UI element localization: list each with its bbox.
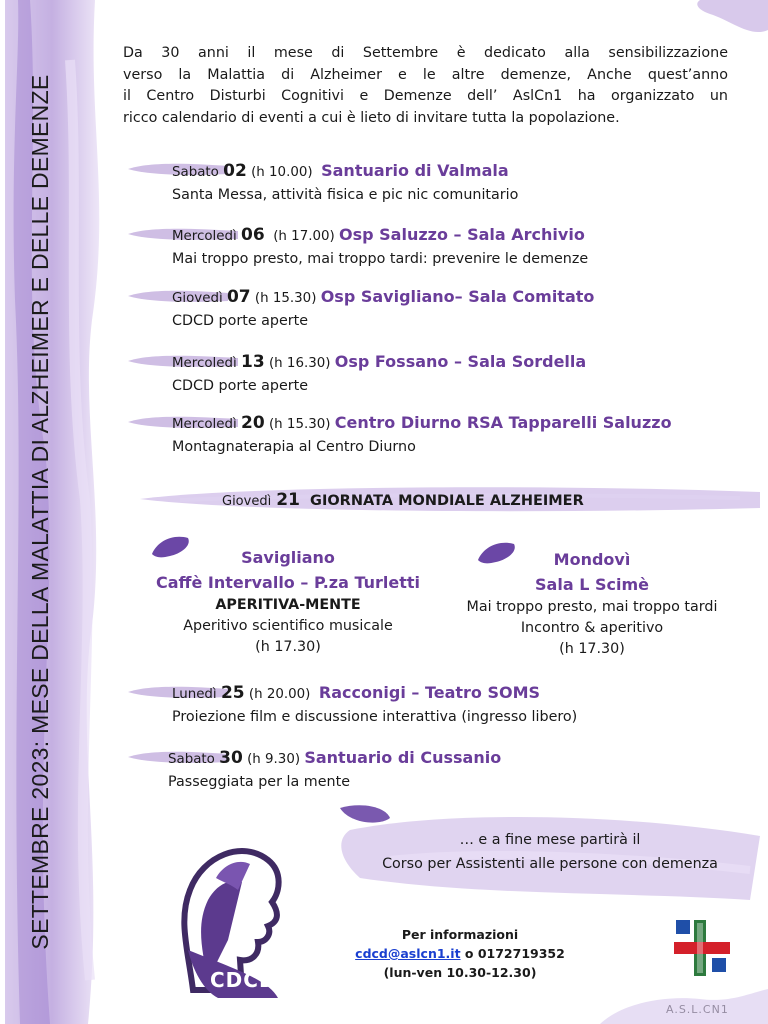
event-time: (h 15.30) (268, 417, 331, 432)
event-item (172, 160, 518, 206)
event-place: Centro Diurno RSA Tapparelli Saluzzo (334, 413, 672, 432)
asl-cross-logo (672, 918, 734, 980)
event-date: 20 (241, 413, 265, 433)
event-item (172, 412, 672, 458)
info-title: Per informazioni (401, 927, 519, 942)
event-description: Santa Messa, attività fisica e pic nic comunitario (172, 187, 519, 203)
intro-line: ricco calendario di eventi a cui è lieto di invitare tutta la popolazione. (123, 109, 620, 126)
event-day: Mercoledì (172, 417, 237, 432)
event-date: 06 (241, 225, 265, 245)
column-description: Incontro & aperitivo (520, 620, 664, 636)
intro-paragraph (123, 43, 728, 129)
event-description: Proiezione film e discussione interattiva (ingresso libero) (172, 709, 578, 725)
event-description: CDCD porte aperte (172, 378, 309, 394)
event-date: 02 (223, 161, 247, 181)
phone-number: o 0172719352 (460, 946, 565, 961)
event-place: Osp Savigliano– Sala Comitato (320, 287, 595, 306)
event-day: Sabato (168, 752, 215, 767)
event-time: (h 20.00) (248, 687, 311, 702)
event-column-mondovi (444, 547, 740, 660)
side-watercolor-band (0, 0, 120, 1024)
intro-line: Da 30 anni il mese di Settembre è dedicato alla sensibilizzazione (123, 45, 728, 61)
event-day: Mercoledì (172, 356, 237, 371)
info-hours: (lun-ven 10.30-12.30) (383, 965, 537, 980)
event-description: Montagnaterapia al Centro Diurno (172, 439, 416, 455)
fine-mese-line: … e a fine mese partirà il (459, 832, 641, 848)
event-day: Mercoledì (172, 229, 237, 244)
event-day: Sabato (172, 165, 219, 180)
info-block (340, 925, 580, 982)
giornata-mondiale-heading (222, 490, 584, 510)
column-description: Aperitivo scientifico musicale (183, 618, 393, 634)
top-splash-decoration (690, 0, 768, 40)
column-place: Sala L Scimè (535, 575, 649, 594)
column-place: Caffè Intervallo – P.za Turletti (155, 573, 421, 592)
side-title: SETTEMBRE 2023: MESE DELLA MALATTIA DI ALZHEIMER E DELLE DEMENZE (27, 74, 53, 950)
column-city: Savigliano (241, 548, 335, 567)
event-date: 13 (241, 352, 265, 372)
event-place: Santuario di Valmala (321, 161, 509, 180)
giornata-title: GIORNATA MONDIALE ALZHEIMER (310, 493, 584, 509)
email-link[interactable]: cdcd@aslcn1.it (355, 946, 461, 961)
event-date: 07 (226, 287, 251, 307)
event-day: Lunedì (172, 687, 217, 702)
intro-line: verso la Malattia di Alzheimer e le altre demenze, Anche quest’anno (123, 66, 728, 83)
event-day: Giovedì (172, 291, 223, 306)
event-place: Santuario di Cussanio (304, 748, 502, 767)
event-time: (h 15.30) (254, 291, 317, 306)
event-date: 30 (219, 748, 243, 768)
fine-mese-notice (360, 828, 740, 876)
event-time: (h 17.00) (273, 229, 335, 244)
event-item (172, 682, 577, 728)
column-title: APERITIVA-MENTE (215, 597, 361, 613)
event-item (172, 286, 594, 332)
event-description: Mai troppo presto, mai troppo tardi: prevenire le demenze (172, 251, 589, 267)
cdcd-logo-text: CDCD (210, 968, 277, 992)
fine-mese-line: Corso per Assistenti alle persone con demenza (382, 856, 718, 872)
event-item (168, 747, 501, 793)
event-item (172, 224, 588, 270)
column-time: (h 17.30) (255, 639, 321, 655)
bottom-splash-decoration (600, 985, 768, 1024)
giornata-date: 21 (276, 490, 300, 510)
column-time: (h 17.30) (559, 641, 625, 657)
event-time: (h 10.00) (251, 165, 313, 180)
event-place: Osp Fossano – Sala Sordella (334, 352, 587, 371)
event-description: CDCD porte aperte (172, 313, 309, 329)
event-date: 25 (220, 683, 245, 703)
event-place: Racconigi – Teatro SOMS (318, 683, 541, 702)
watercolor-decoration (0, 0, 120, 1024)
event-column-savigliano (140, 545, 436, 658)
giornata-day: Giovedì (222, 494, 272, 509)
column-city: Mondovì (553, 550, 631, 569)
event-time: (h 16.30) (268, 356, 331, 371)
event-description: Passeggiata per la mente (168, 774, 350, 790)
event-time: (h 9.30) (247, 752, 301, 767)
event-item (172, 351, 586, 397)
intro-line: il Centro Disturbi Cognitivi e Demenze dell’ AslCn1 ha organizzato un (123, 88, 728, 104)
column-description: Mai troppo presto, mai troppo tardi (466, 599, 718, 615)
event-place: Osp Saluzzo – Sala Archivio (339, 225, 585, 244)
